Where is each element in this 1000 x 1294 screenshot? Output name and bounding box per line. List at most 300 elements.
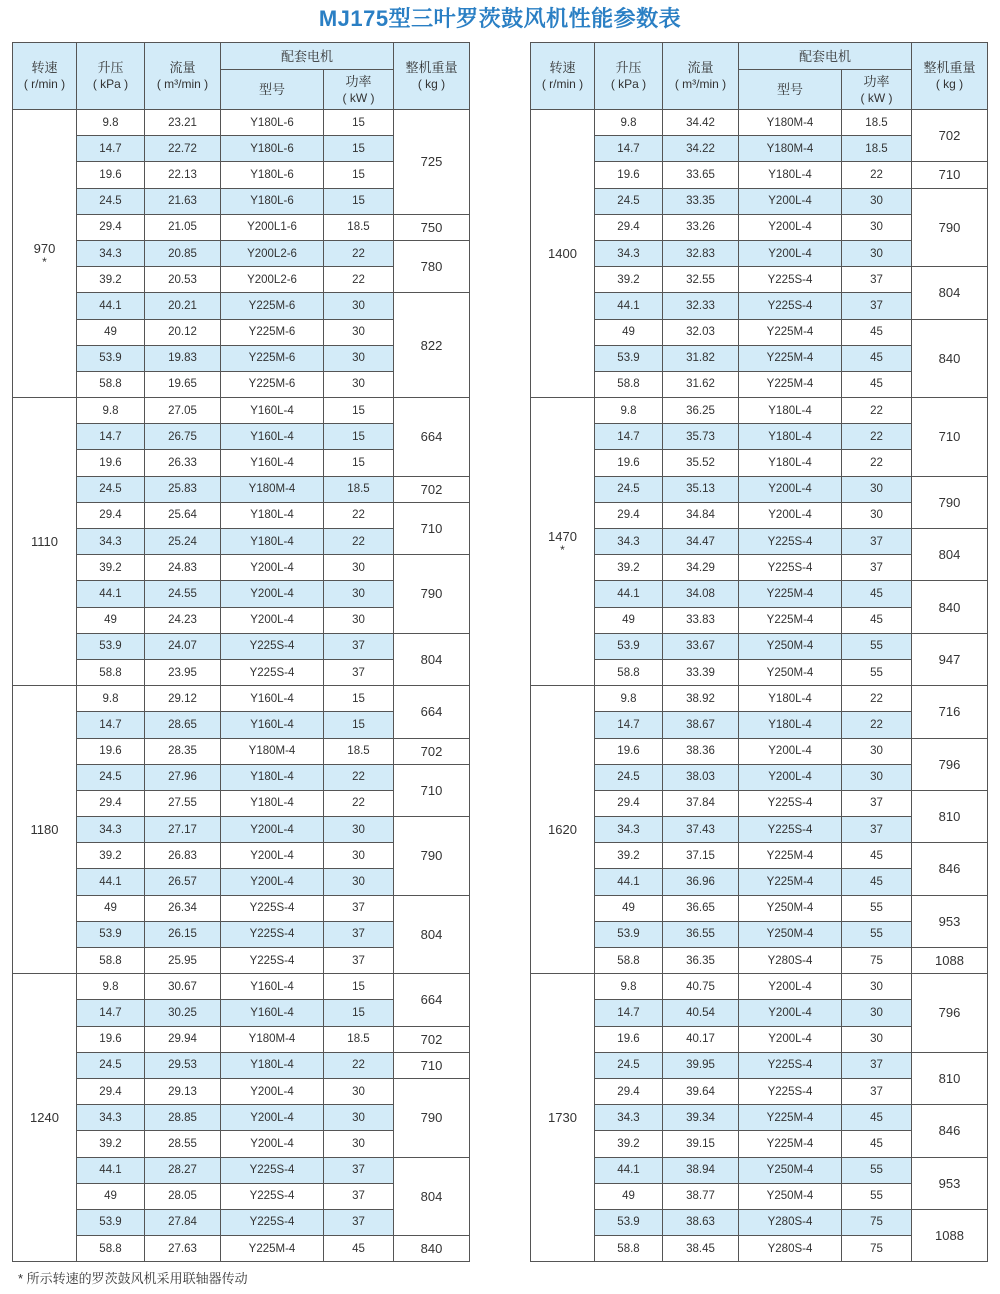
power-cell: 45: [842, 843, 912, 869]
model-cell: Y280S-4: [739, 948, 842, 974]
model-cell: Y225S-4: [739, 790, 842, 816]
weight-cell: 664: [394, 686, 470, 738]
power-cell: 22: [324, 790, 394, 816]
flow-header-unit: ( m³/min ): [156, 77, 209, 91]
power-cell: 22: [324, 240, 394, 266]
weight-cell: 846: [912, 1105, 988, 1157]
power-cell: 37: [324, 948, 394, 974]
pressure-cell: 14.7: [595, 1000, 663, 1026]
table-row: [531, 686, 988, 712]
model-cell: Y225M-4: [739, 319, 842, 345]
model-cell: Y225S-4: [221, 1183, 324, 1209]
flow-cell: 24.07: [145, 633, 221, 659]
table-row: [13, 110, 470, 136]
left-table-panel: [12, 42, 470, 1262]
flow-cell: 38.03: [663, 764, 739, 790]
flow-cell: 28.05: [145, 1183, 221, 1209]
flow-cell: 34.42: [663, 110, 739, 136]
weight-cell: 710: [912, 162, 988, 188]
flow-cell: 28.55: [145, 1131, 221, 1157]
pressure-cell: 49: [595, 607, 663, 633]
flow-cell: 19.83: [145, 345, 221, 371]
flow-cell: 32.03: [663, 319, 739, 345]
flow-cell: 36.65: [663, 895, 739, 921]
pressure-cell: 49: [595, 1183, 663, 1209]
model-cell: Y200L1-6: [221, 214, 324, 240]
model-cell: Y250M-4: [739, 633, 842, 659]
model-cell: Y280S-4: [739, 1209, 842, 1235]
model-header: 型号: [739, 70, 842, 110]
model-cell: Y160L-4: [221, 424, 324, 450]
power-cell: 37: [324, 1183, 394, 1209]
model-cell: Y180M-4: [739, 136, 842, 162]
flow-cell: 29.53: [145, 1052, 221, 1078]
model-cell: Y180M-4: [221, 738, 324, 764]
speed-value: 1730: [548, 1109, 577, 1125]
power-cell: 45: [842, 607, 912, 633]
model-cell: Y225M-4: [739, 1105, 842, 1131]
table-row: [531, 188, 988, 214]
weight-cell: 1088: [912, 1209, 988, 1261]
pressure-cell: 49: [77, 895, 145, 921]
pressure-cell: 19.6: [77, 450, 145, 476]
power-cell: 15: [324, 450, 394, 476]
pressure-cell: 49: [77, 1183, 145, 1209]
power-cell: 30: [842, 1026, 912, 1052]
flow-cell: 35.52: [663, 450, 739, 476]
power-cell: 30: [324, 817, 394, 843]
flow-cell: 30.67: [145, 974, 221, 1000]
pressure-cell: 34.3: [595, 817, 663, 843]
pressure-cell: 44.1: [77, 293, 145, 319]
motor-header: 配套电机: [221, 43, 394, 70]
pressure-cell: 9.8: [77, 110, 145, 136]
power-cell: 30: [842, 476, 912, 502]
power-cell: 45: [842, 1131, 912, 1157]
flow-cell: 33.35: [663, 188, 739, 214]
flow-cell: 32.33: [663, 293, 739, 319]
flow-cell: 39.34: [663, 1105, 739, 1131]
flow-cell: 39.95: [663, 1052, 739, 1078]
pressure-cell: 19.6: [77, 162, 145, 188]
power-cell: 22: [842, 450, 912, 476]
model-cell: Y180L-6: [221, 188, 324, 214]
table-row: [531, 843, 988, 869]
power-cell: 45: [842, 869, 912, 895]
power-cell: 55: [842, 659, 912, 685]
flow-cell: 28.85: [145, 1105, 221, 1131]
pressure-cell: 29.4: [77, 790, 145, 816]
pressure-cell: 9.8: [77, 974, 145, 1000]
pressure-cell: 34.3: [595, 1105, 663, 1131]
flow-cell: 27.84: [145, 1209, 221, 1235]
flow-cell: 34.29: [663, 555, 739, 581]
pressure-cell: 34.3: [595, 240, 663, 266]
weight-cell: 710: [912, 398, 988, 477]
power-cell: 30: [324, 555, 394, 581]
weight-cell: 1088: [912, 948, 988, 974]
page-title: MJ175型三叶罗茨鼓风机性能参数表: [318, 6, 682, 31]
pressure-cell: 53.9: [595, 633, 663, 659]
flow-cell: 38.45: [663, 1236, 739, 1262]
speed-value: 1180: [30, 821, 59, 837]
model-cell: Y200L-4: [221, 1105, 324, 1131]
model-cell: Y180L-6: [221, 110, 324, 136]
pressure-cell: 24.5: [595, 764, 663, 790]
flow-cell: 32.55: [663, 267, 739, 293]
speed-cell: [531, 398, 595, 686]
pressure-cell: 44.1: [595, 293, 663, 319]
flow-cell: 24.55: [145, 581, 221, 607]
table-row: [13, 1026, 470, 1052]
flow-cell: 30.25: [145, 1000, 221, 1026]
power-cell: 15: [324, 712, 394, 738]
power-cell: 37: [842, 817, 912, 843]
flow-cell: 33.83: [663, 607, 739, 633]
flow-cell: 36.55: [663, 921, 739, 947]
model-cell: Y225S-4: [221, 659, 324, 685]
table-row: [531, 1105, 988, 1131]
weight-cell: 840: [394, 1236, 470, 1262]
pressure-cell: 9.8: [595, 110, 663, 136]
pressure-cell: 9.8: [77, 686, 145, 712]
flow-cell: 26.33: [145, 450, 221, 476]
flow-cell: 26.83: [145, 843, 221, 869]
model-cell: Y225S-4: [739, 817, 842, 843]
flow-cell: 27.55: [145, 790, 221, 816]
power-cell: 30: [324, 1105, 394, 1131]
flow-cell: 21.05: [145, 214, 221, 240]
power-cell: 30: [842, 214, 912, 240]
pressure-cell: 44.1: [595, 1157, 663, 1183]
flow-cell: 26.57: [145, 869, 221, 895]
pressure-cell: 29.4: [77, 214, 145, 240]
weight-cell: 702: [912, 110, 988, 162]
table-row: [531, 581, 988, 607]
flow-cell: 38.36: [663, 738, 739, 764]
flow-cell: 23.21: [145, 110, 221, 136]
weight-cell: 804: [912, 529, 988, 581]
weight-cell: 840: [912, 319, 988, 398]
right-table-panel: [530, 42, 988, 1262]
pressure-cell: 29.4: [595, 214, 663, 240]
power-cell: 37: [324, 659, 394, 685]
flow-header-unit: ( m³/min ): [674, 77, 727, 91]
pressure-cell: 9.8: [595, 974, 663, 1000]
speed-value: 970: [33, 240, 56, 256]
speed-header-unit: ( r/min ): [541, 77, 584, 91]
power-cell: 15: [324, 110, 394, 136]
flow-cell: 37.43: [663, 817, 739, 843]
model-cell: Y200L-4: [221, 817, 324, 843]
table-row: [531, 1209, 988, 1235]
model-cell: Y225M-4: [739, 1131, 842, 1157]
weight-cell: 790: [394, 555, 470, 634]
model-cell: Y180L-4: [739, 686, 842, 712]
power-cell: 30: [324, 293, 394, 319]
flow-cell: 26.15: [145, 921, 221, 947]
weight-header-label: 整机重量: [923, 60, 976, 75]
pressure-header: [595, 43, 663, 110]
model-cell: Y200L-4: [221, 1078, 324, 1104]
speed-value: 1620: [548, 821, 577, 837]
flow-cell: 34.08: [663, 581, 739, 607]
pressure-header-label: 升压: [97, 60, 124, 75]
table-row: [531, 319, 988, 345]
flow-cell: 36.35: [663, 948, 739, 974]
flow-cell: 35.73: [663, 424, 739, 450]
pressure-cell: 39.2: [77, 843, 145, 869]
power-cell: 37: [842, 555, 912, 581]
flow-cell: 38.94: [663, 1157, 739, 1183]
model-cell: Y160L-4: [221, 450, 324, 476]
performance-table-right: [530, 42, 988, 1262]
weight-cell: 810: [912, 790, 988, 842]
weight-cell: 716: [912, 686, 988, 738]
flow-cell: 31.82: [663, 345, 739, 371]
power-header: [842, 70, 912, 110]
weight-cell: 840: [912, 581, 988, 633]
model-cell: Y200L-4: [221, 843, 324, 869]
flow-cell: 37.15: [663, 843, 739, 869]
table-row: [531, 895, 988, 921]
flow-cell: 20.85: [145, 240, 221, 266]
flow-cell: 33.67: [663, 633, 739, 659]
power-cell: 30: [842, 974, 912, 1000]
table-row: [13, 502, 470, 528]
power-cell: 22: [324, 764, 394, 790]
weight-cell: 804: [394, 1157, 470, 1236]
table-row: [531, 162, 988, 188]
table-row: [13, 633, 470, 659]
weight-cell: 790: [394, 817, 470, 896]
power-cell: 37: [842, 267, 912, 293]
power-cell: 22: [324, 1052, 394, 1078]
flow-cell: 34.22: [663, 136, 739, 162]
model-cell: Y225S-4: [739, 1078, 842, 1104]
table-row: [531, 790, 988, 816]
pressure-cell: 29.4: [77, 1078, 145, 1104]
flow-cell: 26.75: [145, 424, 221, 450]
pressure-cell: 14.7: [77, 1000, 145, 1026]
flow-cell: 34.47: [663, 529, 739, 555]
model-cell: Y200L-4: [739, 502, 842, 528]
speed-value: 1470: [548, 528, 577, 544]
model-cell: Y225M-6: [221, 371, 324, 397]
table-row: [13, 1052, 470, 1078]
speed-cell: [531, 110, 595, 398]
power-cell: 75: [842, 948, 912, 974]
pressure-cell: 49: [595, 319, 663, 345]
model-cell: Y200L-4: [739, 738, 842, 764]
flow-cell: 38.63: [663, 1209, 739, 1235]
pressure-cell: 39.2: [77, 267, 145, 293]
table-row: [531, 738, 988, 764]
model-cell: Y250M-4: [739, 1183, 842, 1209]
power-cell: 18.5: [324, 738, 394, 764]
model-cell: Y225M-4: [221, 1236, 324, 1262]
flow-cell: 33.39: [663, 659, 739, 685]
flow-cell: 20.53: [145, 267, 221, 293]
model-cell: Y200L2-6: [221, 267, 324, 293]
pressure-cell: 39.2: [77, 1131, 145, 1157]
table-row: [13, 895, 470, 921]
power-cell: 30: [842, 738, 912, 764]
speed-mark: *: [560, 542, 565, 557]
flow-header: [663, 43, 739, 110]
pressure-cell: 29.4: [595, 790, 663, 816]
model-cell: Y160L-4: [221, 398, 324, 424]
pressure-cell: 34.3: [77, 817, 145, 843]
table-row: [531, 633, 988, 659]
speed-header-label: 转速: [31, 60, 58, 75]
pressure-cell: 34.3: [77, 240, 145, 266]
weight-cell: 796: [912, 974, 988, 1053]
pressure-cell: 39.2: [595, 555, 663, 581]
pressure-cell: 14.7: [77, 136, 145, 162]
flow-cell: 22.72: [145, 136, 221, 162]
table-row: [13, 555, 470, 581]
power-cell: 15: [324, 424, 394, 450]
power-cell: 45: [842, 371, 912, 397]
table-row: [13, 1157, 470, 1183]
model-cell: Y160L-4: [221, 974, 324, 1000]
table-row: [13, 686, 470, 712]
table-row: [531, 476, 988, 502]
pressure-cell: 14.7: [595, 712, 663, 738]
pressure-cell: 44.1: [77, 581, 145, 607]
flow-cell: 25.95: [145, 948, 221, 974]
weight-cell: 702: [394, 738, 470, 764]
weight-cell: 804: [394, 895, 470, 974]
pressure-header-label: 升压: [615, 60, 642, 75]
power-header-unit: ( kW ): [860, 90, 893, 105]
model-cell: Y160L-4: [221, 1000, 324, 1026]
power-cell: 30: [324, 581, 394, 607]
model-cell: Y250M-4: [739, 895, 842, 921]
power-cell: 22: [842, 398, 912, 424]
model-cell: Y180M-4: [739, 110, 842, 136]
power-cell: 22: [842, 162, 912, 188]
model-cell: Y180L-4: [739, 712, 842, 738]
flow-cell: 33.26: [663, 214, 739, 240]
model-cell: Y180L-4: [221, 790, 324, 816]
model-cell: Y225S-4: [221, 921, 324, 947]
table-row: [13, 476, 470, 502]
pressure-cell: 58.8: [595, 948, 663, 974]
speed-value: 1400: [548, 245, 577, 261]
model-cell: Y225S-4: [739, 1052, 842, 1078]
power-cell: 45: [842, 1105, 912, 1131]
model-cell: Y180L-4: [739, 398, 842, 424]
pressure-cell: 19.6: [595, 162, 663, 188]
weight-cell: 810: [912, 1052, 988, 1104]
model-cell: Y225S-4: [739, 529, 842, 555]
power-cell: 22: [324, 267, 394, 293]
table-row: [13, 240, 470, 266]
weight-cell: 796: [912, 738, 988, 790]
table-row: [531, 267, 988, 293]
power-cell: 55: [842, 1157, 912, 1183]
pressure-cell: 39.2: [77, 555, 145, 581]
pressure-cell: 53.9: [77, 633, 145, 659]
model-cell: Y200L-4: [739, 1026, 842, 1052]
model-cell: Y200L-4: [221, 1131, 324, 1157]
weight-cell: 953: [912, 1157, 988, 1209]
weight-cell: 846: [912, 843, 988, 895]
model-cell: Y180L-4: [221, 502, 324, 528]
flow-cell: 26.34: [145, 895, 221, 921]
model-cell: Y200L-4: [221, 869, 324, 895]
model-cell: Y225M-4: [739, 843, 842, 869]
weight-cell: 804: [912, 267, 988, 319]
pressure-cell: 19.6: [77, 1026, 145, 1052]
weight-cell: 804: [394, 633, 470, 685]
pressure-cell: 14.7: [595, 424, 663, 450]
pressure-cell: 53.9: [77, 345, 145, 371]
power-cell: 55: [842, 921, 912, 947]
power-cell: 45: [324, 1236, 394, 1262]
power-cell: 37: [842, 293, 912, 319]
model-cell: Y180L-6: [221, 162, 324, 188]
power-cell: 22: [842, 686, 912, 712]
weight-cell: 710: [394, 1052, 470, 1078]
power-cell: 30: [842, 764, 912, 790]
flow-cell: 24.23: [145, 607, 221, 633]
table-row: [531, 1157, 988, 1183]
power-cell: 15: [324, 188, 394, 214]
model-cell: Y200L-4: [739, 240, 842, 266]
power-cell: 37: [324, 895, 394, 921]
pressure-cell: 58.8: [77, 659, 145, 685]
power-cell: 22: [324, 502, 394, 528]
motor-header: 配套电机: [739, 43, 912, 70]
pressure-cell: 19.6: [595, 738, 663, 764]
flow-cell: 38.77: [663, 1183, 739, 1209]
weight-cell: 702: [394, 1026, 470, 1052]
power-cell: 22: [842, 712, 912, 738]
table-row: [531, 529, 988, 555]
pressure-cell: 53.9: [595, 921, 663, 947]
model-cell: Y225M-4: [739, 345, 842, 371]
flow-cell: 24.83: [145, 555, 221, 581]
table-body-left: [13, 110, 470, 1262]
flow-cell: 40.54: [663, 1000, 739, 1026]
flow-cell: 31.62: [663, 371, 739, 397]
model-cell: Y225M-6: [221, 345, 324, 371]
model-cell: Y180L-4: [739, 162, 842, 188]
flow-cell: 34.84: [663, 502, 739, 528]
model-cell: Y180M-4: [221, 476, 324, 502]
pressure-cell: 53.9: [595, 345, 663, 371]
flow-header-label: 流量: [687, 60, 714, 75]
footnote: * 所示转速的罗茨鼓风机采用联轴器传动: [18, 1271, 248, 1286]
pressure-cell: 24.5: [77, 764, 145, 790]
flow-cell: 36.25: [663, 398, 739, 424]
pressure-cell: 44.1: [595, 581, 663, 607]
weight-header-unit: ( kg ): [935, 77, 964, 91]
weight-cell: 790: [912, 188, 988, 267]
weight-cell: 710: [394, 764, 470, 816]
flow-cell: 28.27: [145, 1157, 221, 1183]
model-cell: Y225M-4: [739, 607, 842, 633]
speed-header-label: 转速: [549, 60, 576, 75]
flow-cell: 38.92: [663, 686, 739, 712]
power-cell: 18.5: [842, 136, 912, 162]
model-cell: Y225M-4: [739, 371, 842, 397]
model-cell: Y200L-4: [221, 607, 324, 633]
flow-cell: 25.24: [145, 529, 221, 555]
